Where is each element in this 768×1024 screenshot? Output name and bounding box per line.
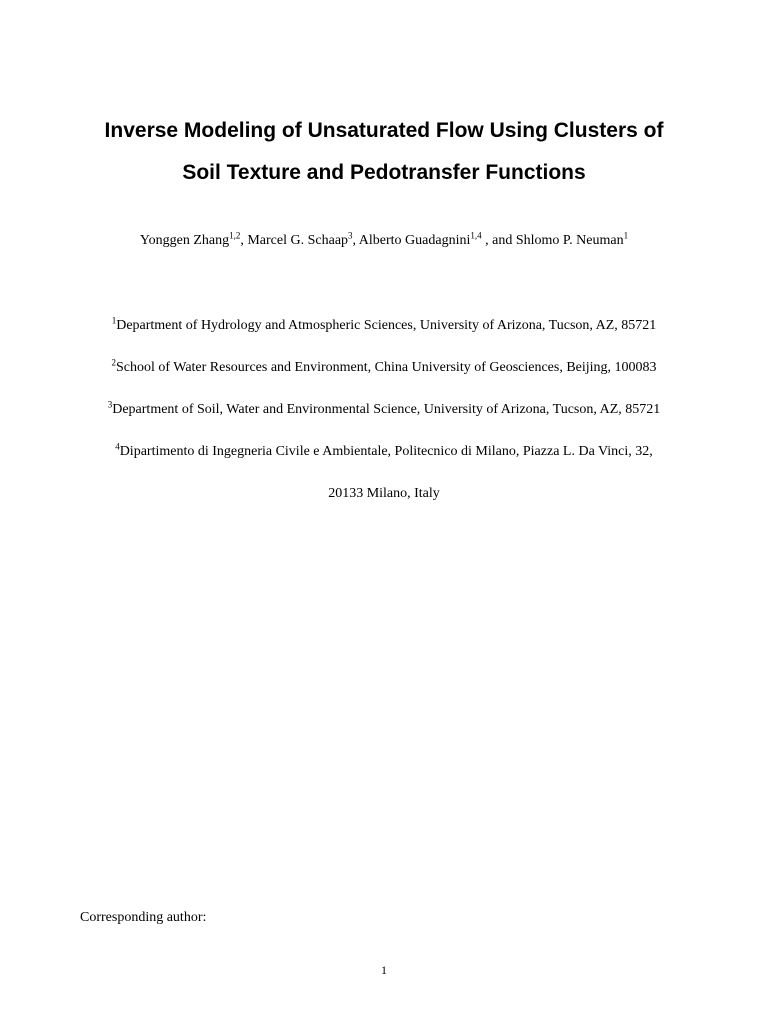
affiliation-text: Dipartimento di Ingegneria Civile e Ambientale, Politecnico di Milano, Piazza L. Da Vinci, 32, [119,444,653,459]
author-list [0,230,768,252]
affiliation-list [0,315,768,525]
author-separator: , and [481,233,516,248]
affiliation-text: Department of Hydrology and Atmospheric Sciences, University of Arizona, Tucson, AZ, 85721 [116,318,657,333]
page-number: 1 [381,963,387,977]
affiliation-item [0,441,768,483]
author-name: Yonggen Zhang [139,233,230,248]
affiliation-item [0,399,768,441]
author-name: Marcel G. Schaap [247,233,349,248]
title-line-2: Soil Texture and Pedotransfer Functions [182,161,586,184]
corresponding-author-label: Corresponding author: [80,910,207,925]
affiliation-text: Department of Soil, Water and Environmental Science, University of Arizona, Tucson, AZ, 85721 [112,402,661,417]
author-separator: , [352,233,359,248]
affiliation-superscript: 2 [111,357,116,368]
affiliation-superscript: 1 [111,315,117,326]
author-name: Alberto Guadagnini [358,233,471,248]
affiliation-continuation: 20133 Milano, Italy [328,486,440,501]
author-superscript: 1,2 [229,230,241,241]
author-superscript: 3 [348,230,353,241]
affiliation-item [0,315,768,357]
affiliation-item [0,357,768,399]
author-superscript: 1,4 [470,230,482,241]
author-name: Shlomo P. Neuman [515,233,624,248]
affiliation-superscript: 3 [107,399,113,410]
paper-title [0,110,768,194]
title-line-1: Inverse Modeling of Unsaturated Flow Using Clusters of [104,119,664,142]
author-separator: , [240,233,248,248]
affiliation-text: School of Water Resources and Environment, China University of Geosciences, Beijing, 100083 [115,360,657,375]
affiliation-superscript: 4 [115,441,120,452]
author-superscript: 1 [623,230,629,241]
